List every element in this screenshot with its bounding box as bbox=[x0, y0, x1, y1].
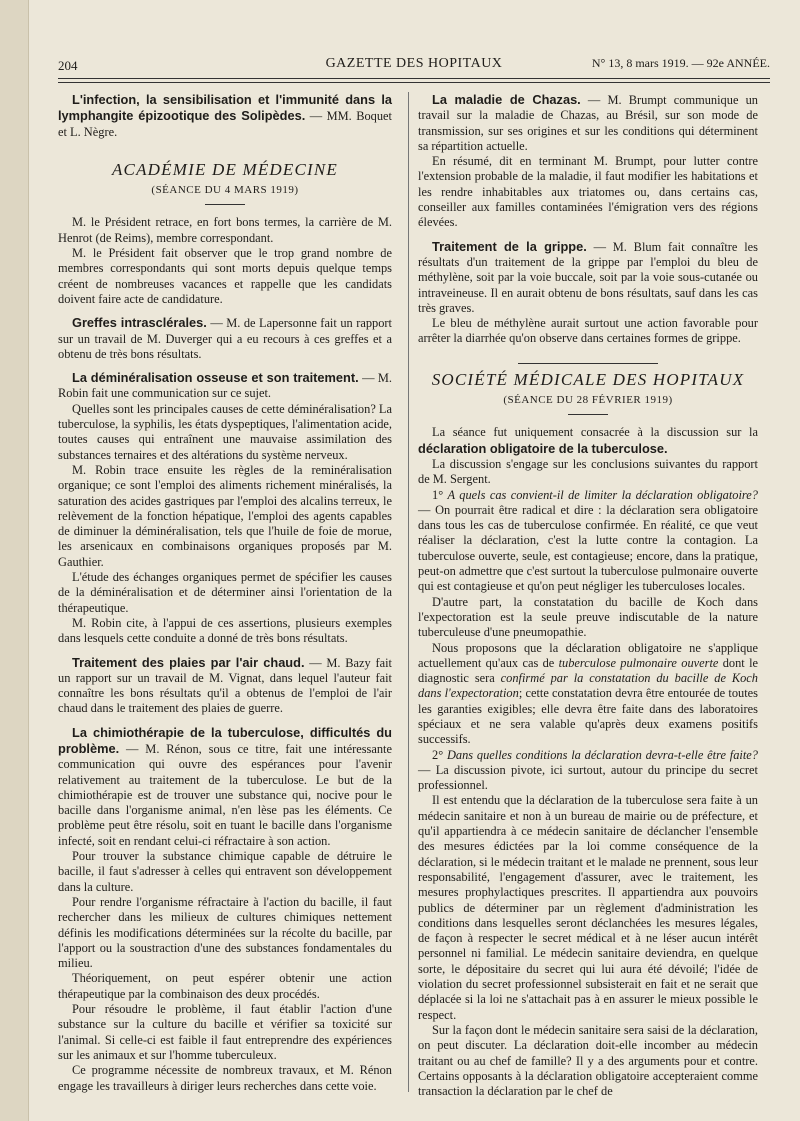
paragraph: Pour résoudre le problème, il faut établir l'action d'une substance sur la culture du bacille et vérifier sa toxicité sur l'animal. Si celle-ci est faible il faut entreprendre des expériences sur les animaux et sur l'homme tuberculeux. bbox=[58, 1002, 392, 1062]
paragraph: M. Robin trace ensuite les règles de la reminéralisation organique; ce sont l'emploi des aliments richement minéralisés, la saturation des acides gastriques par l'emploi des alcalins terreux, le relèvement de la fonction hépatique, l'emploi des agents capables de diminuer la déminéralisation, tels que l'huile de foie de morue, les arsenicaux en combinaisons organiques proposés par M. Gauthier. bbox=[58, 462, 392, 569]
question-text: Dans quelles conditions la déclaration devra-t-elle être faite? bbox=[446, 747, 758, 762]
intro-title: L'infection, la sensibilisation et l'immunité dans la lymphangite épizootique des Solipèdes. bbox=[58, 92, 392, 124]
proposal-paragraph bbox=[418, 641, 758, 748]
demin-entry bbox=[58, 370, 392, 402]
greffes-entry bbox=[58, 315, 392, 362]
answer-text: — On pourrait être radical et dire : la déclaration sera obligatoire dans tous les cas de tuberculose confirmée. En réalité, ce que veut réaliser la déclaration, c'est la lutte contre la contagion. La tuberculose ouverte, seule, est contagieuse; encore, dans la pratique, peut-on admettre que c'est surtout la tuberculose pulmonaire ouverte qui est contagieuse et qu'on peut négliger les tuberculoses locales. bbox=[418, 502, 758, 594]
grippe-title: Traitement de la grippe. bbox=[432, 238, 587, 254]
greffes-title: Greffes intrasclérales. bbox=[72, 315, 207, 331]
paragraph: Pour rendre l'organisme réfractaire à l'action du bacille, il faut rechercher dans les milieux de cultures chimiques nettement définis les modifications déterminées sur la récolte du bacille, par l'apport ou la soustraction d'une des substances fondamentales du milieu. bbox=[58, 894, 392, 971]
paragraph: Quelles sont les principales causes de cette déminéralisation? La tuberculose, la syphilis, les états dyspeptiques, l'alimentation acide, toutes causes qui entraînent une mauvaise assimilation des substances ternaires et des altérations du système nerveux. bbox=[58, 401, 392, 462]
paragraph: M. le Président fait observer que le trop grand nombre de membres correspondants qui sont morts depuis quelque temps créent de nombreuses vacances et rappelle que les candidats doivent faire acte de candidature. bbox=[58, 246, 392, 306]
plaies-entry bbox=[58, 655, 392, 717]
paragraph: M. le Président retrace, en fort bons termes, la carrière de M. Henrot (de Reims), membre correspondant. bbox=[58, 215, 392, 245]
text-run: ; cette constatation devra être entourée de toutes les garanties exigibles; elle devra être faite dans des laboratoires spéciaux et ne sera valable qu'après deux examens positifs successifs. bbox=[418, 686, 758, 747]
paragraph: Sur la façon dont le médecin sanitaire sera saisi de la déclaration, on peut discuter. La déclaration doit-elle incomber au médecin traitant ou au chef de famille? Il y a des arguments pour et contre. Certains opposants à la déclaration obligatoire accepteraient comme transaction la déclaration par le chef de bbox=[418, 1022, 758, 1099]
academy-heading: ACADÉMIE DE MÉDECINE bbox=[111, 159, 339, 179]
left-column bbox=[58, 92, 392, 1094]
question-number: 2° bbox=[432, 747, 447, 762]
column-separator bbox=[408, 92, 409, 1092]
question-two bbox=[418, 748, 758, 794]
paragraph: Théoriquement, on peut espérer obtenir une action thérapeutique par la combinaison des deux procédés. bbox=[58, 971, 392, 1001]
italic-run: confirmé par la constatation du bacille de Koch dans l'expectoration bbox=[418, 671, 758, 701]
greffes-text: — M. de Lapersonne fait un rapport sur un travail de M. Duverger qui a eu recours à ces greffes et a obtenu de très bons résultats. bbox=[58, 316, 392, 361]
page-gutter bbox=[0, 0, 29, 1121]
grippe-entry bbox=[418, 239, 758, 316]
journal-title: GAZETTE DES HOPITAUX bbox=[325, 56, 503, 71]
academy-seance: (SÉANCE DU 4 MARS 1919) bbox=[151, 184, 299, 197]
declaration-title: déclaration obligatoire de la tuberculose. bbox=[418, 440, 668, 456]
demin-title: La déminéralisation osseuse et son traitement. bbox=[72, 370, 359, 386]
paragraph: Le bleu de méthylène aurait surtout une action favorable pour arrêter la diarrhée qu'on observe dans certaines formes de grippe. bbox=[418, 316, 758, 346]
paragraph: Pour trouver la substance chimique capable de détruire le bacille, il faut s'adresser à celles qui entravent son développement dans la culture. bbox=[58, 849, 392, 894]
italic-run: tuberculose pulmonaire ouverte bbox=[558, 655, 719, 670]
text-run: Nous proposons que la déclaration obligatoire ne s'applique actuellement qu'aux cas de bbox=[418, 640, 758, 670]
section-rule bbox=[205, 204, 245, 205]
header-rule-bottom bbox=[58, 82, 770, 83]
plaies-title: Traitement des plaies par l'air chaud. bbox=[72, 654, 305, 670]
text-run: dont le diagnostic sera bbox=[418, 655, 759, 686]
answer-text: — La discussion pivote, ici surtout, autour du principe du secret professionnel. bbox=[418, 762, 758, 793]
section-rule bbox=[518, 363, 658, 364]
question-text: A quels cas convient-il de limiter la déclaration obligatoire? bbox=[447, 487, 758, 502]
page-header bbox=[58, 52, 770, 74]
chazas-title: La maladie de Chazas. bbox=[432, 92, 581, 107]
paragraph: Il est entendu que la déclaration de la tuberculose sera faite à un médecin sanitaire et non à un bureau de mairie ou de préfecture, et qu'il appartiendra à ce médecin sanitaire de déclancher l'ensemble des mesures édictées par la loi comme conséquence de la déclaration, si le médecin traitant et le malade ne prennent, sous leur responsabilité, l'engagement d'assurer, avec le traitement, les mesures prophylactiques prescrites. Il appartiendra aux pouvoirs publics de déterminer par un règlement d'administration les conditions dans lesquelles seront déclanchées les mesures légales, de façon à respecter le secret médical et à ne léser aucun intérêt personnel ni familial. Le médecin sanitaire deviendra, en quelque sorte, le dépositaire du secret qui lui aura été dévoilé; l'idée de violation du secret professionnel subsisterait en fait et ne serait que déplacée si la loi ne s'attachait pas à en assurer le mieux possible le respect. bbox=[418, 793, 758, 1022]
societe-heading: SOCIÉTÉ MÉDICALE DES HOPITAUX bbox=[431, 369, 745, 389]
chimio-text: — M. Rénon, sous ce titre, fait une intéressante communication qui ouvre des espérances pour l'avenir relativement au traitement de la tuberculose. Le but de la chimiothérapie est de trouver une substance qui, nocive pour le bacille dans l'organisme animal, n'en lèse pas les éléments. Ce problème peut être résolu, soit en tuant le bacille dans l'organisme infecté, soit en rendant celui-ci réfractaire à son action. bbox=[58, 741, 392, 848]
demin-text: — M. Robin fait une communication sur ce sujet. bbox=[58, 371, 392, 401]
paragraph: L'étude des échanges organiques permet de spécifier les causes de la déminéralisation et de déterminer ainsi l'orientation de la thérapeutique. bbox=[58, 570, 392, 615]
societe-seance: (SÉANCE DU 28 FÉVRIER 1919) bbox=[503, 394, 673, 407]
question-number: 1° bbox=[432, 487, 448, 502]
chazas-entry bbox=[418, 92, 758, 154]
chimio-title: La chimiothérapie de la tuberculose, difficultés du problème. bbox=[58, 724, 392, 756]
intro-text: La séance fut uniquement consacrée à la discussion sur la bbox=[432, 425, 758, 440]
plaies-text: — M. Bazy fait un rapport sur un travail de M. Vignat, dans lequel l'auteur fait connaître les bons résultats qu'il a obtenus de l'emploi de l'air chaud dans le traitement des plaies de guerre. bbox=[58, 655, 392, 716]
question-one bbox=[418, 488, 758, 595]
paragraph: La discussion s'engage sur les conclusions suivantes du rapport de M. Sergent. bbox=[418, 456, 758, 487]
intro-entry bbox=[58, 92, 392, 140]
issue-date: N° 13, 8 mars 1919. — 92e ANNÉE. bbox=[591, 56, 770, 70]
grippe-text: — M. Blum fait connaître les résultats d'un traitement de la grippe par l'emploi du bleu de méthylène, soit par la voie buccale, soit par la voie sous-cutanée ou intraveineuse. Il en aurait obtenu de bons résultats, sauf dans les cas très graves. bbox=[418, 239, 758, 315]
societe-intro bbox=[418, 425, 758, 457]
page-number: 204 bbox=[58, 58, 78, 73]
right-column bbox=[418, 92, 758, 1099]
header-rule-top bbox=[58, 78, 770, 79]
paragraph: D'autre part, la constatation du bacille de Koch dans l'expectoration est la seule preuve indiscutable de la nature tuberculeuse d'une pneumopathie. bbox=[418, 594, 758, 640]
chimio-entry bbox=[58, 725, 392, 849]
section-rule bbox=[568, 414, 608, 415]
paragraph: Ce programme nécessite de nombreux travaux, et M. Rénon engage les travailleurs à diriger leurs recherches dans cette voie. bbox=[58, 1063, 392, 1093]
intro-authors: — MM. Boquet et L. Nègre. bbox=[58, 109, 392, 139]
paragraph: En résumé, dit en terminant M. Brumpt, pour lutter contre l'extension probable de la maladie, il faut modifier les habitations et les rendre inhabitables aux triatomes ou, dans certains cas, conseiller aux familles contaminées l'émigration vers des régions élevées. bbox=[418, 154, 758, 230]
paragraph: M. Robin cite, à l'appui de ces assertions, plusieurs exemples dans lesquels cette conduite a donné de très bons résultats. bbox=[58, 615, 392, 646]
chazas-text: — M. Brumpt communique un travail sur la maladie de Chazas, au Brésil, sur son mode de transmission, sur ses origines et sur les conditions qui déterminent sa répartition actuelle. bbox=[418, 93, 758, 153]
